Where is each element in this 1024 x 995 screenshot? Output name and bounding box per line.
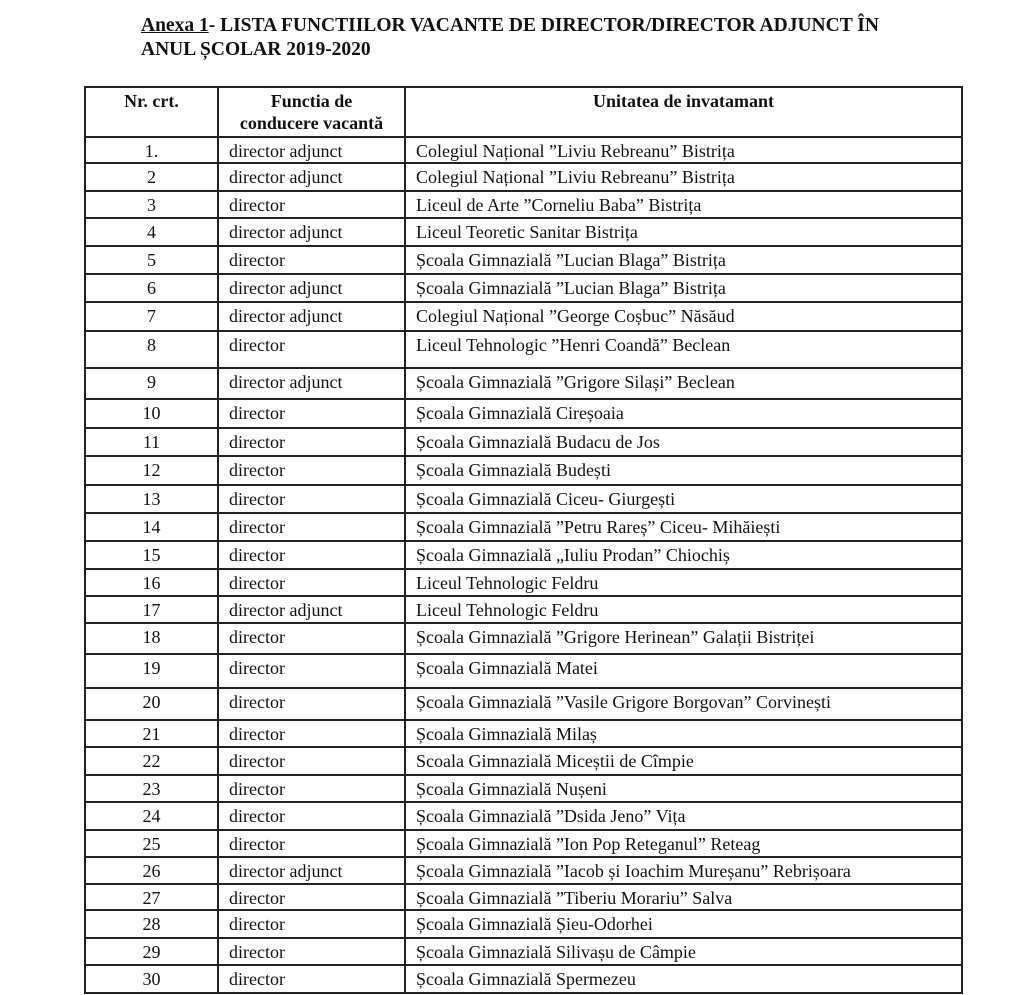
cell-functia: director	[218, 569, 405, 596]
cell-functia: director	[218, 688, 405, 720]
cell-nr: 4	[85, 218, 218, 246]
cell-unitatea: Școala Gimnazială ”Lucian Blaga” Bistrița	[405, 246, 962, 274]
cell-functia: director	[218, 802, 405, 830]
cell-unitatea: Școala Gimnazială Milaș	[405, 720, 962, 747]
cell-functia: director adjunct	[218, 596, 405, 623]
header-functia	[218, 87, 405, 137]
cell-unitatea: Școala Gimnazială Budești	[405, 456, 962, 485]
cell-unitatea: Școala Gimnazială ”Tiberiu Morariu” Salva	[405, 884, 962, 910]
title-text-line2: ANUL ȘCOLAR 2019-2020	[141, 39, 371, 60]
cell-functia: director	[218, 910, 405, 938]
table-row	[85, 830, 962, 857]
cell-functia: director adjunct	[218, 137, 405, 163]
annex-label: Anexa 1	[141, 15, 209, 36]
cell-nr: 3	[85, 191, 218, 218]
cell-functia: director	[218, 513, 405, 541]
cell-unitatea: Școala Gimnazială Spermezeu	[405, 965, 962, 993]
cell-functia: director	[218, 884, 405, 910]
cell-unitatea: Colegiul Național ”Liviu Rebreanu” Bistrița	[405, 137, 962, 163]
cell-unitatea: Școala Gimnazială Budacu de Jos	[405, 428, 962, 456]
cell-functia: director	[218, 541, 405, 569]
cell-nr: 14	[85, 513, 218, 541]
cell-unitatea: Școala Gimnazială ”Iacob și Ioachim Mureșanu” Rebrișoara	[405, 857, 962, 884]
table-row	[85, 456, 962, 485]
table-row	[85, 910, 962, 938]
table-row	[85, 596, 962, 623]
table-row	[85, 775, 962, 802]
cell-unitatea: Școala Gimnazială Șieu-Odorhei	[405, 910, 962, 938]
cell-unitatea: Școala Gimnazială Ciceu- Giurgești	[405, 485, 962, 513]
cell-nr: 20	[85, 688, 218, 720]
table-row	[85, 428, 962, 456]
table-row	[85, 569, 962, 596]
cell-functia: director	[218, 720, 405, 747]
table-row	[85, 857, 962, 884]
cell-nr: 11	[85, 428, 218, 456]
cell-functia: director	[218, 623, 405, 654]
header-unitatea: Unitatea de invatamant	[405, 87, 962, 137]
cell-unitatea: Școala Gimnazială ”Lucian Blaga” Bistrița	[405, 274, 962, 302]
cell-unitatea: Liceul Teoretic Sanitar Bistrița	[405, 218, 962, 246]
cell-nr: 17	[85, 596, 218, 623]
cell-functia: director	[218, 246, 405, 274]
table-row	[85, 654, 962, 688]
cell-functia: director	[218, 830, 405, 857]
cell-functia: director adjunct	[218, 274, 405, 302]
cell-functia: director	[218, 399, 405, 428]
table-row	[85, 938, 962, 965]
cell-nr: 9	[85, 368, 218, 399]
cell-functia: director adjunct	[218, 857, 405, 884]
cell-nr: 2	[85, 163, 218, 191]
cell-functia: director	[218, 775, 405, 802]
cell-unitatea: Școala Gimnazială ”Grigore Herinean” Galații Bistriței	[405, 623, 962, 654]
cell-nr: 5	[85, 246, 218, 274]
table-row	[85, 541, 962, 569]
cell-functia: director adjunct	[218, 302, 405, 331]
cell-nr: 28	[85, 910, 218, 938]
cell-functia: director	[218, 747, 405, 775]
table-row	[85, 137, 962, 163]
title-text-line1: - LISTA FUNCTIILOR VACANTE DE DIRECTOR/DIRECTOR ADJUNCT ÎN	[208, 15, 879, 36]
cell-nr: 1.	[85, 137, 218, 163]
table-row	[85, 331, 962, 368]
cell-unitatea: Liceul Tehnologic Feldru	[405, 569, 962, 596]
header-nr: Nr. crt.	[85, 87, 218, 137]
cell-nr: 12	[85, 456, 218, 485]
cell-unitatea: Școala Gimnazială ”Vasile Grigore Borgovan” Corvinești	[405, 688, 962, 720]
cell-nr: 23	[85, 775, 218, 802]
cell-unitatea: Colegiul Național ”George Coșbuc” Năsăud	[405, 302, 962, 331]
cell-nr: 10	[85, 399, 218, 428]
cell-functia: director	[218, 485, 405, 513]
cell-unitatea: Școala Gimnazială Silivașu de Câmpie	[405, 938, 962, 965]
table-row	[85, 513, 962, 541]
cell-nr: 18	[85, 623, 218, 654]
cell-nr: 7	[85, 302, 218, 331]
cell-unitatea: Școala Gimnazială ”Ion Pop Reteganul” Reteag	[405, 830, 962, 857]
table-row	[85, 246, 962, 274]
table-row	[85, 485, 962, 513]
cell-nr: 26	[85, 857, 218, 884]
table-row	[85, 688, 962, 720]
cell-nr: 24	[85, 802, 218, 830]
table-row	[85, 399, 962, 428]
header-functia-line2: conducere vacantă	[239, 113, 384, 133]
table-row	[85, 274, 962, 302]
cell-functia: director	[218, 331, 405, 368]
vacancies-table	[84, 86, 963, 994]
table-row	[85, 747, 962, 775]
cell-unitatea: Școala Gimnazială „Iuliu Prodan” Chiochiș	[405, 541, 962, 569]
cell-unitatea: Școala Gimnazială Cireșoaia	[405, 399, 962, 428]
cell-nr: 6	[85, 274, 218, 302]
document-title	[141, 14, 981, 62]
cell-unitatea: Școala Gimnazială Matei	[405, 654, 962, 688]
cell-unitatea: Liceul Tehnologic Feldru	[405, 596, 962, 623]
table-row	[85, 623, 962, 654]
cell-functia: director	[218, 938, 405, 965]
cell-functia: director	[218, 428, 405, 456]
cell-functia: director adjunct	[218, 218, 405, 246]
cell-nr: 16	[85, 569, 218, 596]
cell-functia: director	[218, 965, 405, 993]
cell-nr: 21	[85, 720, 218, 747]
cell-nr: 15	[85, 541, 218, 569]
table-row	[85, 965, 962, 993]
table-row	[85, 802, 962, 830]
cell-functia: director	[218, 654, 405, 688]
cell-unitatea: Liceul Tehnologic ”Henri Coandă” Beclean	[405, 331, 962, 368]
cell-functia: director adjunct	[218, 368, 405, 399]
cell-nr: 13	[85, 485, 218, 513]
cell-functia: director	[218, 456, 405, 485]
table-row	[85, 302, 962, 331]
cell-unitatea: Școala Gimnazială ”Grigore Silași” Beclean	[405, 368, 962, 399]
cell-unitatea: Scoala Gimnazială Miceștii de Cîmpie	[405, 747, 962, 775]
cell-nr: 29	[85, 938, 218, 965]
cell-functia: director adjunct	[218, 163, 405, 191]
cell-nr: 19	[85, 654, 218, 688]
table-row	[85, 218, 962, 246]
cell-nr: 30	[85, 965, 218, 993]
table-row	[85, 368, 962, 399]
cell-nr: 22	[85, 747, 218, 775]
cell-unitatea: Colegiul Național ”Liviu Rebreanu” Bistrița	[405, 163, 962, 191]
cell-unitatea: Școala Gimnazială Nușeni	[405, 775, 962, 802]
cell-nr: 8	[85, 331, 218, 368]
cell-nr: 27	[85, 884, 218, 910]
cell-nr: 25	[85, 830, 218, 857]
table-row	[85, 720, 962, 747]
table-row	[85, 884, 962, 910]
cell-unitatea: Liceul de Arte ”Corneliu Baba” Bistrița	[405, 191, 962, 218]
table-header-row	[85, 87, 962, 137]
table-body	[85, 137, 962, 993]
header-functia-line1: Functia de	[270, 91, 353, 111]
cell-functia: director	[218, 191, 405, 218]
cell-unitatea: Școala Gimnazială ”Dsida Jeno” Vița	[405, 802, 962, 830]
cell-unitatea: Școala Gimnazială ”Petru Rareș” Ciceu- Mihăiești	[405, 513, 962, 541]
table-row	[85, 163, 962, 191]
table-row	[85, 191, 962, 218]
